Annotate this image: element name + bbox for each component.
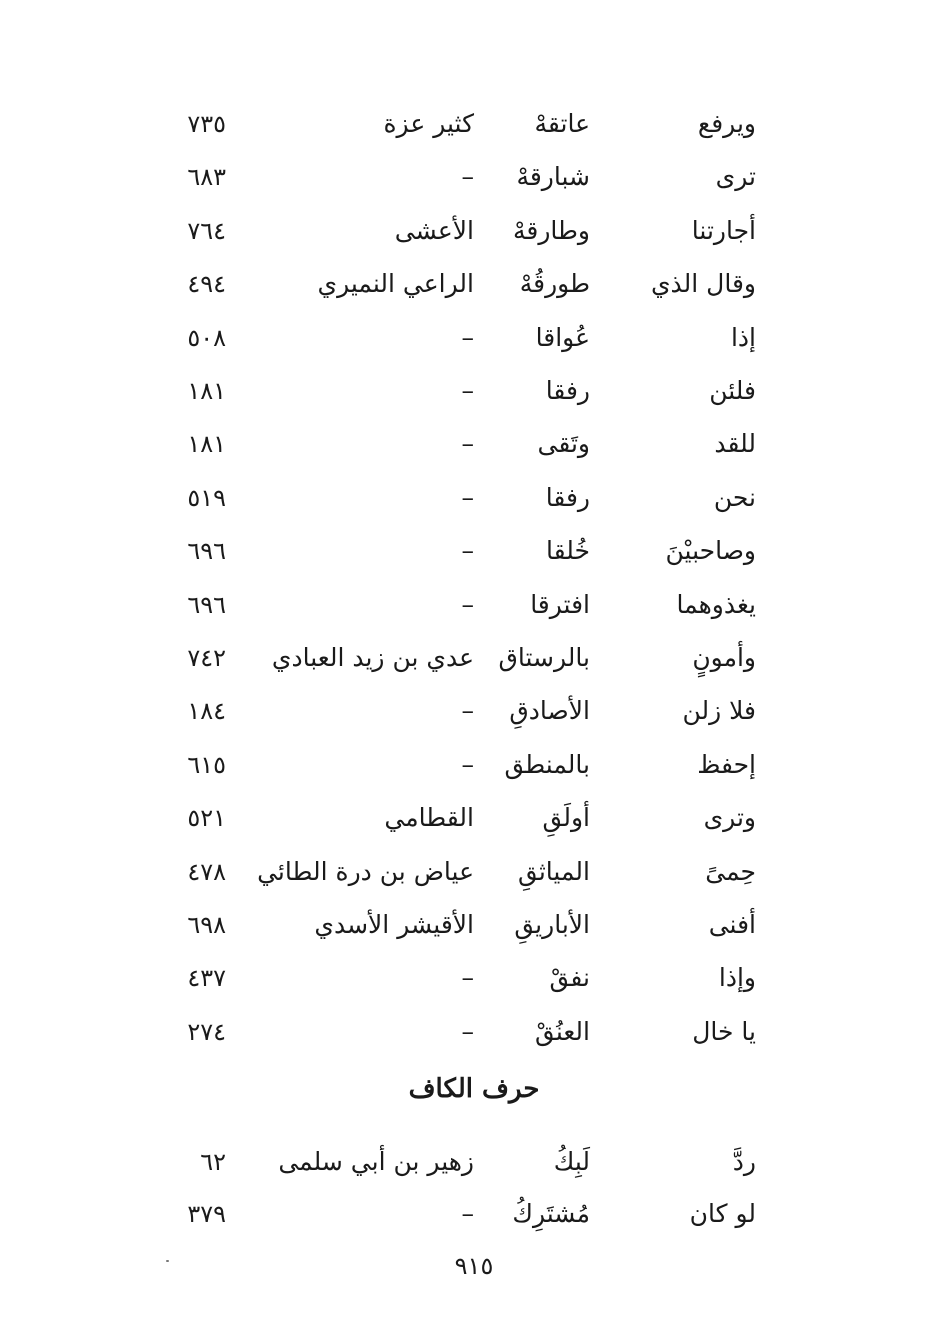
poet-name: – <box>461 1016 474 1046</box>
verse-opening-word: أفنى <box>708 910 756 939</box>
table-row <box>0 1194 948 1234</box>
rhyme-word: طورقُهْ <box>519 269 590 299</box>
table-row <box>0 478 948 518</box>
table-row <box>0 798 948 838</box>
table-row <box>0 264 948 304</box>
table-row <box>0 1142 948 1182</box>
verse-opening-word: يغذوهما <box>676 589 756 619</box>
page-reference: ٤٣٧ <box>187 964 226 993</box>
verse-opening-word: نحن <box>713 482 756 512</box>
rhyme-word: رفقا <box>545 482 590 512</box>
page-reference: ٥٠٨ <box>187 323 226 352</box>
poet-name: – <box>461 589 474 619</box>
rhyme-word: نفقْ <box>549 963 590 993</box>
rhyme-word: عُواقا <box>535 322 590 352</box>
verse-opening-word: ويرفع <box>697 109 756 138</box>
rhyme-word: أولَقِ <box>542 803 590 833</box>
table-row <box>0 905 948 945</box>
rhyme-word: خُلقا <box>546 536 590 566</box>
poet-name: – <box>461 376 474 405</box>
rhyme-word: شبارقهْ <box>516 162 590 192</box>
table-row <box>0 104 948 144</box>
verse-opening-word: إحفظ <box>697 749 756 779</box>
page-reference: ٧٤٢ <box>187 644 226 672</box>
table-row <box>0 211 948 251</box>
rhyme-word: الأصادقِ <box>509 696 590 726</box>
rhyme-word: افترقا <box>530 589 590 619</box>
poet-name: الراعي النميري <box>317 269 474 299</box>
rhyme-word: عاتقهْ <box>534 109 590 138</box>
page-reference: ٦٢ <box>200 1148 226 1176</box>
verse-opening-word: أجارتنا <box>691 215 756 245</box>
verse-opening-word: وترى <box>703 803 756 833</box>
section-heading: حرف الكاف <box>408 1074 540 1104</box>
page-reference: ١٨٤ <box>187 697 226 726</box>
poet-name: – <box>461 1199 474 1228</box>
table-row <box>0 585 948 625</box>
poet-name: – <box>461 536 474 566</box>
page-reference: ١٨١ <box>187 377 226 405</box>
page-reference: ٥١٩ <box>187 483 226 512</box>
verse-opening-word: وقال الذي <box>650 269 756 299</box>
verse-opening-word: يا خال <box>692 1016 756 1046</box>
poet-name: عياض بن درة الطائي <box>257 856 474 886</box>
poet-name: زهير بن أبي سلمى <box>278 1147 474 1176</box>
verse-opening-word: فلئن <box>709 376 756 405</box>
table-row <box>0 318 948 358</box>
poet-name: عدي بن زيد العبادي <box>271 643 474 672</box>
poet-name: الأعشى <box>394 215 474 245</box>
poet-name: – <box>461 322 474 352</box>
page-reference: ٦٩٦ <box>187 537 226 566</box>
table-row <box>0 852 948 892</box>
table-row <box>0 424 948 464</box>
verse-opening-word: فلا زلن <box>682 696 756 726</box>
page-reference: ٦٨٣ <box>187 163 226 192</box>
verse-opening-word: لو كان <box>689 1199 756 1228</box>
poet-name: – <box>461 482 474 512</box>
table-row <box>0 691 948 731</box>
rhyme-word: الأباريقِ <box>514 910 590 939</box>
page-reference: ٤٩٤ <box>187 270 226 299</box>
page-reference: ٤٧٨ <box>187 857 226 886</box>
verse-opening-word: وصاحبيْنَ <box>665 536 756 566</box>
rhyme-word: بالرستاق <box>498 643 590 672</box>
rhyme-word: مُشتَرِكُ <box>512 1199 590 1228</box>
rhyme-word: رفقا <box>545 376 590 405</box>
verse-opening-word: وأمونٍ <box>692 643 756 672</box>
verse-opening-word: للقد <box>714 429 756 459</box>
page-reference: ٧٦٤ <box>187 216 226 245</box>
poet-name: – <box>461 429 474 459</box>
poet-name: – <box>461 162 474 192</box>
rhyme-word: لَبِكُ <box>553 1147 590 1176</box>
page-reference: ١٨١ <box>187 430 226 459</box>
scan-speck <box>166 1260 169 1262</box>
poet-name: – <box>461 696 474 726</box>
table-row <box>0 157 948 197</box>
verse-opening-word: ردَّ <box>732 1147 756 1176</box>
table-row <box>0 958 948 998</box>
page-reference: ٧٣٥ <box>187 110 226 138</box>
page-reference: ٥٢١ <box>187 804 226 833</box>
page-reference: ٦٩٨ <box>187 911 226 939</box>
verse-opening-word: ترى <box>715 162 756 192</box>
verse-opening-word: إذا <box>730 322 756 352</box>
page-reference: ٢٧٤ <box>187 1017 226 1046</box>
poet-name: – <box>461 749 474 779</box>
rhyme-word: وتَقى <box>537 429 590 459</box>
verse-opening-word: وإذا <box>718 963 756 993</box>
poet-name: كثير عزة <box>383 109 474 138</box>
table-row <box>0 638 948 678</box>
page-reference: ٣٧٩ <box>187 1200 226 1228</box>
table-row <box>0 1012 948 1052</box>
verse-opening-word: حِمىً <box>705 856 756 886</box>
poet-name: – <box>461 963 474 993</box>
page-reference: ٦٩٦ <box>187 590 226 619</box>
table-row <box>0 371 948 411</box>
rhyme-word: المياثقِ <box>518 856 590 886</box>
rhyme-word: العنُقْ <box>534 1016 590 1046</box>
table-row <box>0 531 948 571</box>
poet-name: الأقيشر الأسدي <box>314 910 474 939</box>
page-reference: ٦١٥ <box>187 750 226 779</box>
table-row <box>0 745 948 785</box>
poet-name: القطامي <box>384 803 474 833</box>
page-number: ٩١٥ <box>454 1252 494 1280</box>
rhyme-word: بالمنطق <box>504 749 590 779</box>
rhyme-word: وطارقهْ <box>512 215 590 245</box>
